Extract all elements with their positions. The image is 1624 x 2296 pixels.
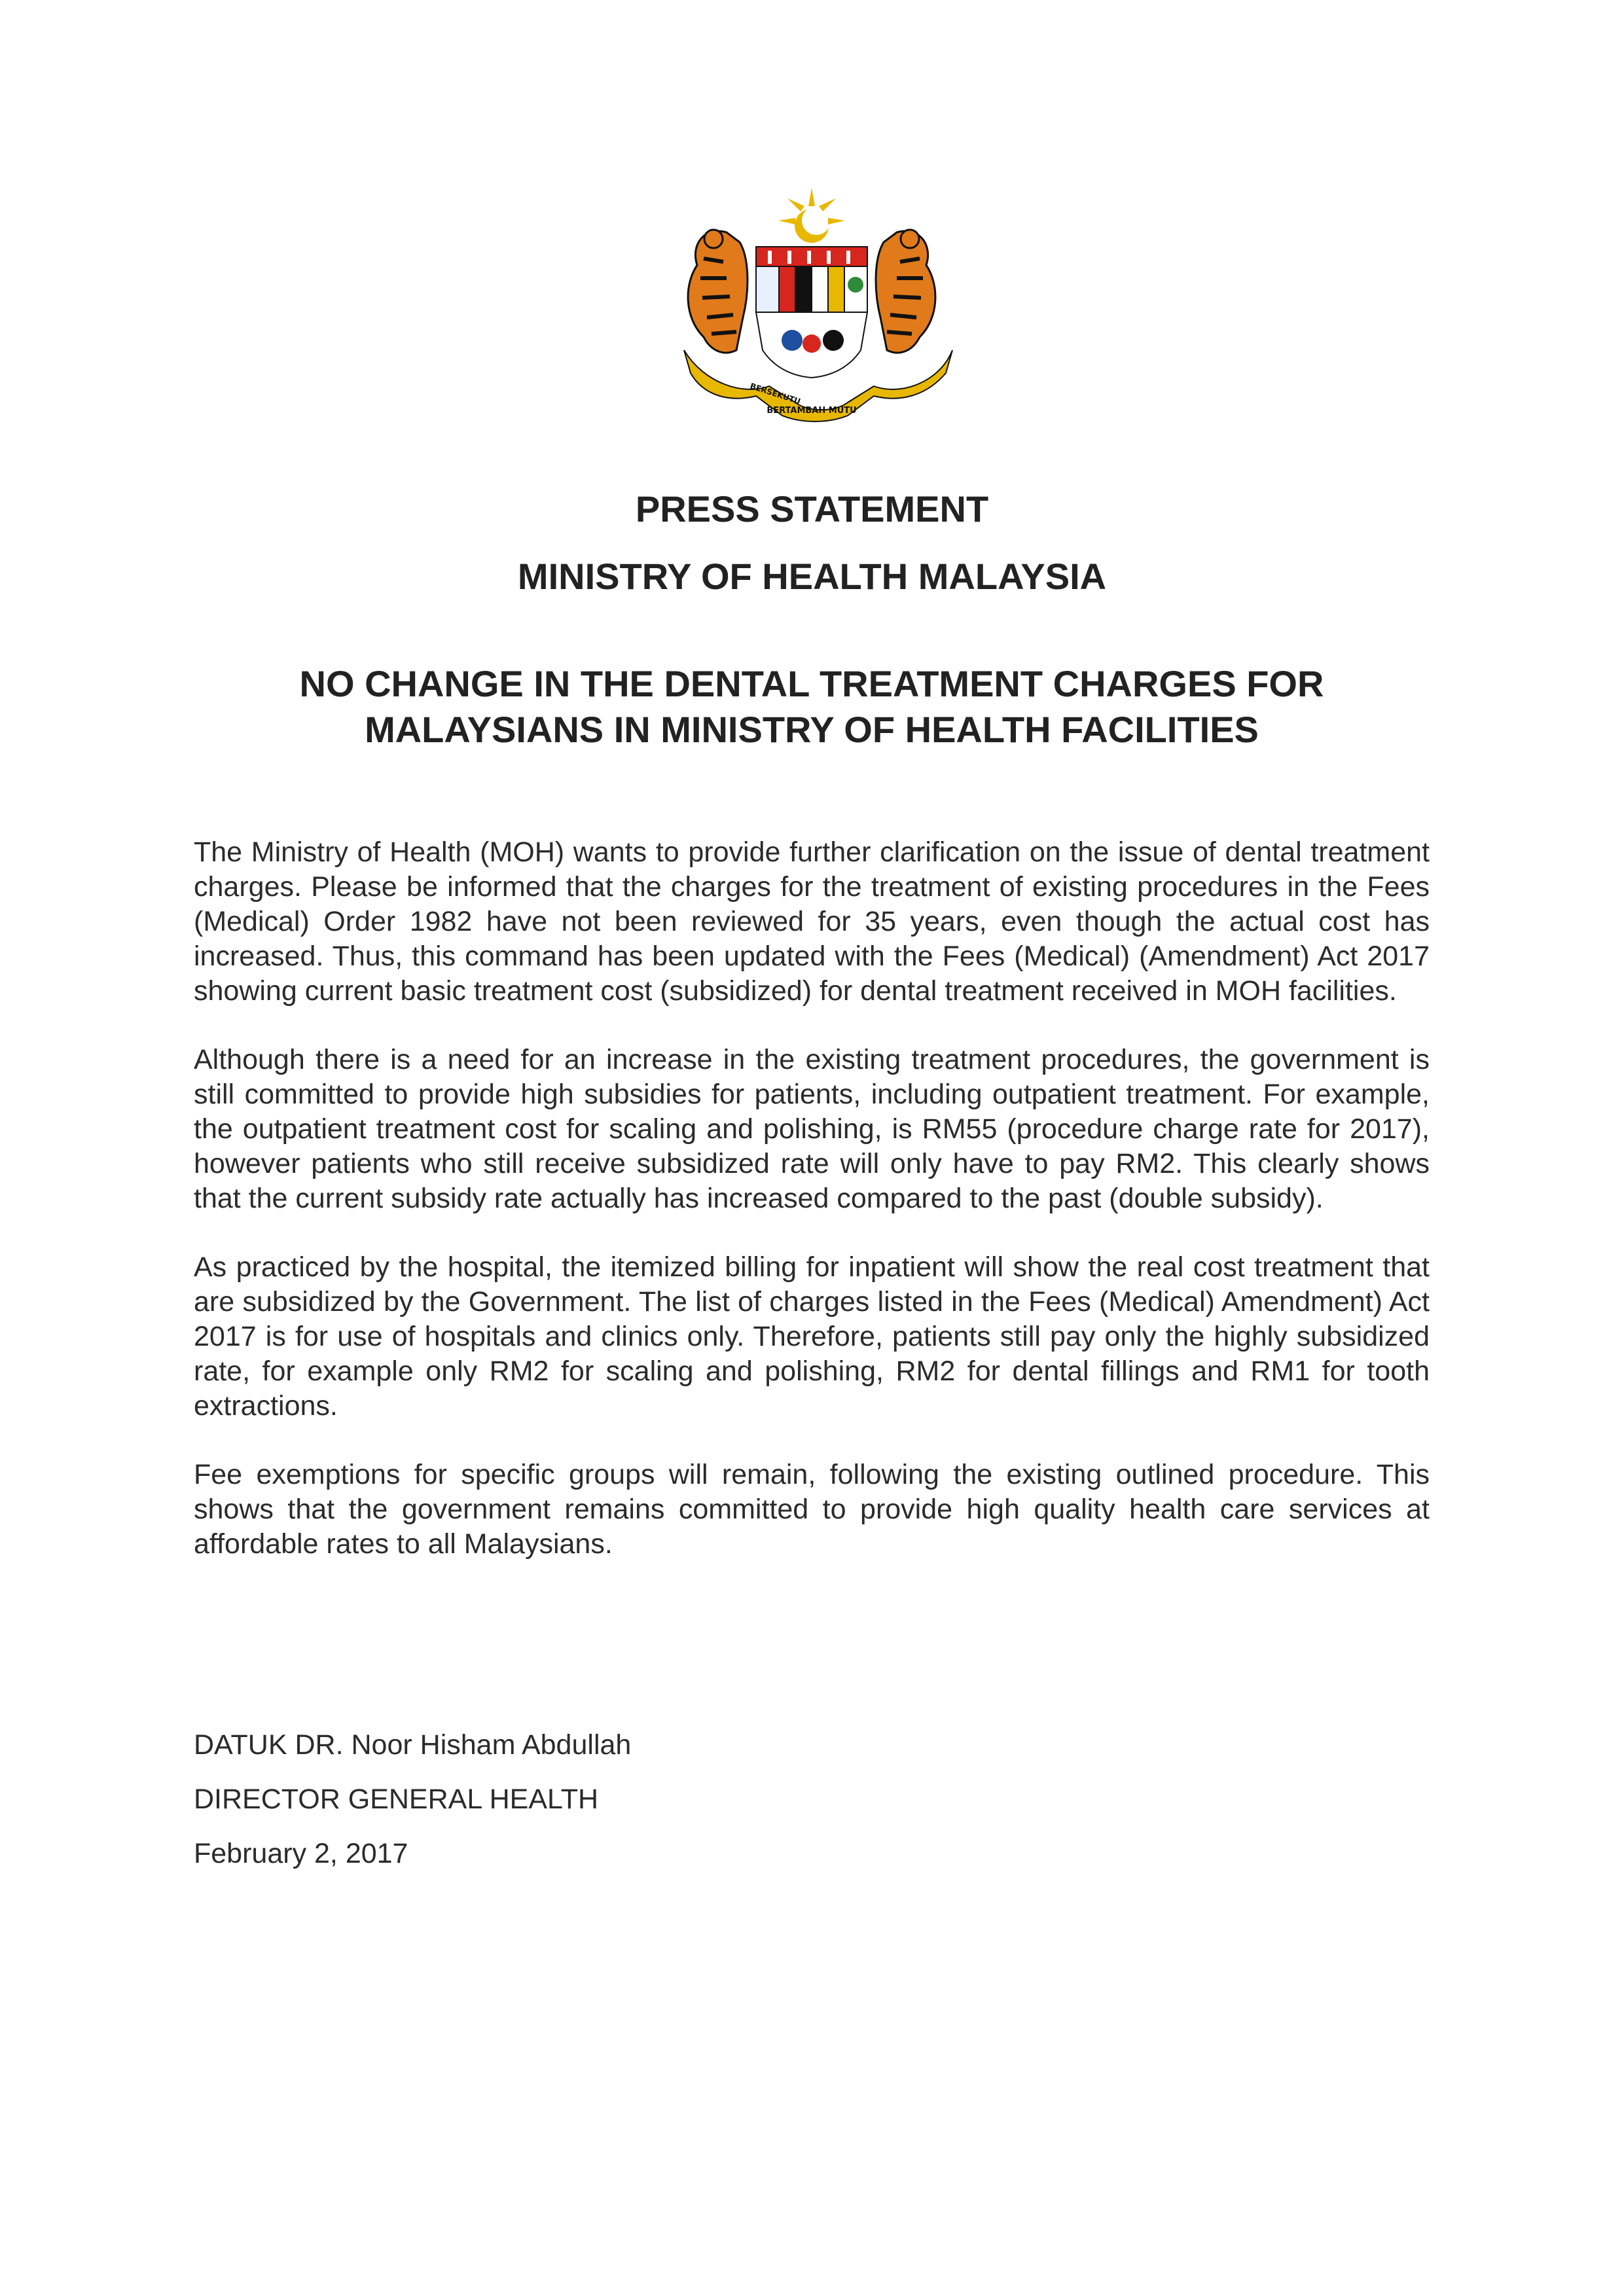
malaysia-coat-of-arms-icon xyxy=(664,187,959,422)
ribbon-center-label: BERTAMBAH MUTU xyxy=(767,406,857,416)
signature-block xyxy=(194,1728,1176,1891)
paragraph: Although there is a need for an increase in the existing treatment procedures, the government is still committed to provide high subsidies for patients, including outpatient treatment. For example, the outpatient treatment cost for scaling and polishing, is RM55 (procedure charge rate for 2017), however patients who still receive subsidized rate will only have to pay RM2. This clearly shows that the current subsidy rate actually has increased compared to the past (double subsidy). xyxy=(194,1044,1430,1214)
press-statement-heading: PRESS STATEMENT xyxy=(635,488,989,529)
subject-title xyxy=(196,661,1427,753)
paragraph: Fee exemptions for specific groups will remain, following the existing outlined procedure. This shows that the government remains committed to provide high quality health care services at affordable rates to all Malaysians. xyxy=(194,1459,1430,1560)
statement-date: February 2, 2017 xyxy=(194,1838,408,1869)
right-tiger-icon xyxy=(876,230,935,353)
subject-line-2: MALAYSIANS IN MINISTRY OF HEALTH FACILITIES xyxy=(365,709,1259,750)
signatory-name: DATUK DR. Noor Hisham Abdullah xyxy=(194,1729,632,1761)
crescent-star-icon xyxy=(778,188,845,243)
signatory-title: DIRECTOR GENERAL HEALTH xyxy=(194,1784,599,1815)
ministry-heading: MINISTRY OF HEALTH MALAYSIA xyxy=(517,556,1107,597)
statement-body xyxy=(194,835,1430,1596)
left-tiger-icon xyxy=(688,230,748,353)
ribbon-left-label: BERSEKUTU xyxy=(749,381,802,406)
paragraph: As practiced by the hospital, the itemized billing for inpatient will show the real cost treatment that are subsidized by the Government. The list of charges listed in the Fees (Medical) Amendment) Act 2017 is for use of hospitals and clinics only. Therefore, patients still pay only the highly subsidized rate, for example only RM2 for scaling and polishing, RM2 for dental fillings and RM1 for tooth extractions. xyxy=(194,1251,1430,1422)
subject-line-1: NO CHANGE IN THE DENTAL TREATMENT CHARGES FOR xyxy=(299,663,1324,704)
paragraph: The Ministry of Health (MOH) wants to provide further clarification on the issue of dental treatment charges. Please be informed that the charges for the treatment of existing procedures in the Fees (Medical) Order 1982 have not been reviewed for 35 years, even though the actual cost has increased. Thus, this command has been updated with the Fees (Medical) (Amendment) Act 2017 showing current basic treatment cost (subsidized) for dental treatment received in MOH facilities. xyxy=(194,836,1430,1007)
